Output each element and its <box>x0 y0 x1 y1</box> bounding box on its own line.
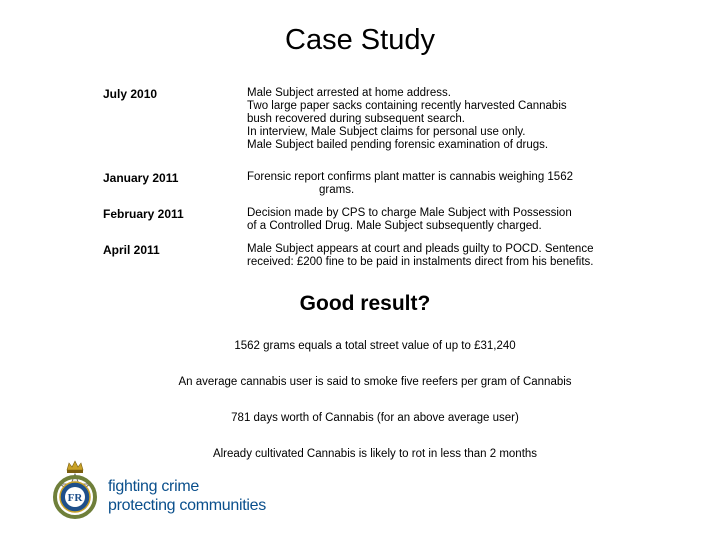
description-line: Male Subject bailed pending forensic examination of drugs. <box>247 139 549 151</box>
police-crest-icon <box>48 460 102 524</box>
crest-initials: FR <box>67 492 83 504</box>
description-line: of a Controlled Drug. Male Subject subsequently charged. <box>247 220 542 232</box>
timeline-description <box>247 243 607 269</box>
description-line: bush recovered during subsequent search. <box>247 113 466 125</box>
fact-line: An average cannabis user is said to smoke five reefers per gram of Cannabis <box>178 376 572 388</box>
description-line: Decision made by CPS to charge Male Subject with Possession <box>247 207 572 219</box>
timeline-date: February 2011 <box>103 207 184 221</box>
timeline-date: April 2011 <box>103 243 160 257</box>
tagline-fighting-crime: fighting crime <box>108 478 199 495</box>
description-line: grams. <box>319 184 355 196</box>
fact-line: 781 days worth of Cannabis (for an above average user) <box>231 412 519 424</box>
description-line: Male Subject appears at court and pleads guilty to POCD. Sentence <box>247 243 594 255</box>
timeline-description <box>247 171 607 197</box>
timeline-description <box>247 207 607 233</box>
description-line: Forensic report confirms plant matter is cannabis weighing 1562 <box>247 171 573 183</box>
tagline-protecting-communities: protecting communities <box>108 497 266 514</box>
description-line: Male Subject arrested at home address. <box>247 87 451 99</box>
timeline-description <box>247 87 607 152</box>
description-line: Two large paper sacks containing recently harvested Cannabis <box>247 100 567 112</box>
page-title: Case Study <box>285 24 435 56</box>
timeline-date: January 2011 <box>103 171 179 185</box>
section-subheading: Good result? <box>299 292 431 315</box>
fact-line: 1562 grams equals a total street value of up to £31,240 <box>234 340 516 352</box>
timeline-date: July 2010 <box>103 87 158 101</box>
description-line: received: £200 fine to be paid in instalments direct from his benefits. <box>247 256 594 268</box>
description-line: In interview, Male Subject claims for personal use only. <box>247 126 526 138</box>
fact-line: Already cultivated Cannabis is likely to rot in less than 2 months <box>212 448 538 460</box>
